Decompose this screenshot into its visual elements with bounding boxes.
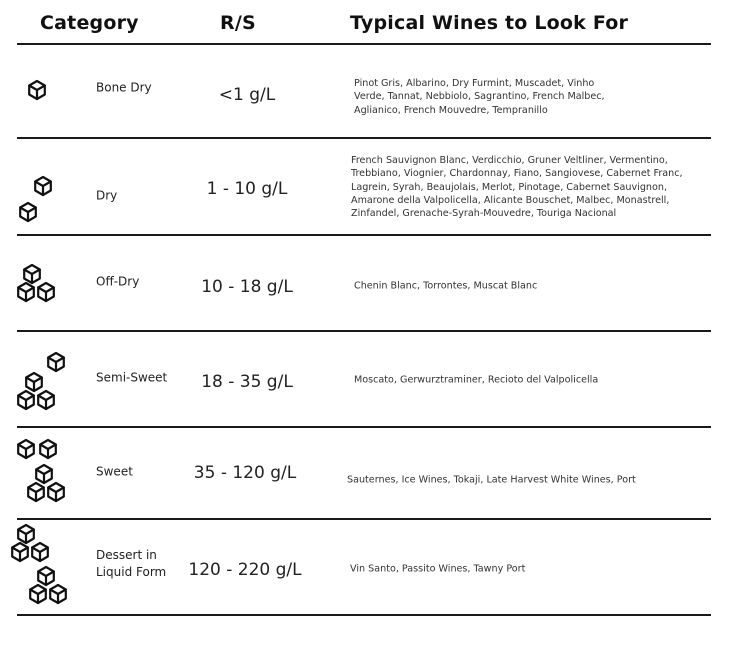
rs-value: 35 - 120 g/L — [193, 463, 297, 483]
rule-row-4 — [17, 426, 711, 428]
wines-list: French Sauvignon Blanc, Verdicchio, Gruner Veltliner, Vermentino, Trebbiano, Viognier, Chardonnay, Fiano, Sangiovese, Cabernet Franc, Lagrein, Syrah, Beaujolais, Merlot, Pinotage, Cabernet Sauvignon, Amarone della Valpolicella, Alicante Bouschet, Malbec, Monastrell, Zinfandel, Grenache-Syrah-Mouvedre, Touriga Nacional — [351, 154, 683, 219]
rs-value: 10 - 18 g/L — [201, 277, 293, 297]
header-wines: Typical Wines to Look For — [350, 12, 629, 34]
rule-row-6 — [17, 614, 711, 616]
sugar-cube-4-icon — [12, 350, 72, 418]
category-label: Bone Dry — [96, 80, 152, 95]
rs-value: <1 g/L — [218, 85, 276, 105]
sugar-cube-1-icon — [22, 75, 52, 105]
rs-value: 1 - 10 g/L — [206, 179, 288, 199]
category-label: Sweet — [96, 464, 133, 479]
rule-row-2 — [17, 234, 711, 236]
rule-row-5 — [17, 518, 711, 520]
wines-list: Sauternes, Ice Wines, Tokaji, Late Harvest White Wines, Port — [347, 474, 636, 486]
header-rs: R/S — [220, 12, 256, 34]
sugar-cube-6-icon — [6, 522, 78, 612]
category-label: Off-Dry — [96, 274, 140, 289]
category-label: Dessert in Liquid Form — [96, 548, 167, 579]
rs-value: 18 - 35 g/L — [201, 372, 293, 392]
category-label: Semi-Sweet — [96, 370, 168, 385]
sugar-cube-5-icon — [12, 436, 78, 510]
rs-value: 120 - 220 g/L — [188, 560, 302, 580]
rule-row-3 — [17, 330, 711, 332]
rule-row-1 — [17, 137, 711, 139]
sugar-cube-2-icon — [14, 172, 60, 228]
wines-list: Vin Santo, Passito Wines, Tawny Port — [350, 563, 526, 575]
category-label: Dry — [96, 188, 118, 203]
sugar-cube-3-icon — [12, 262, 68, 308]
wines-list: Moscato, Gerwurztraminer, Recioto del Valpolicella — [354, 374, 599, 386]
wines-list: Pinot Gris, Albarino, Dry Furmint, Muscadet, Vinho Verde, Tannat, Nebbiolo, Sagrantino, French Malbec, Aglianico, French Mouvedre, Tempranillo — [354, 78, 605, 116]
wines-list: Chenin Blanc, Torrontes, Muscat Blanc — [354, 280, 538, 292]
rule-header — [17, 43, 711, 45]
header-category: Category — [40, 12, 139, 34]
